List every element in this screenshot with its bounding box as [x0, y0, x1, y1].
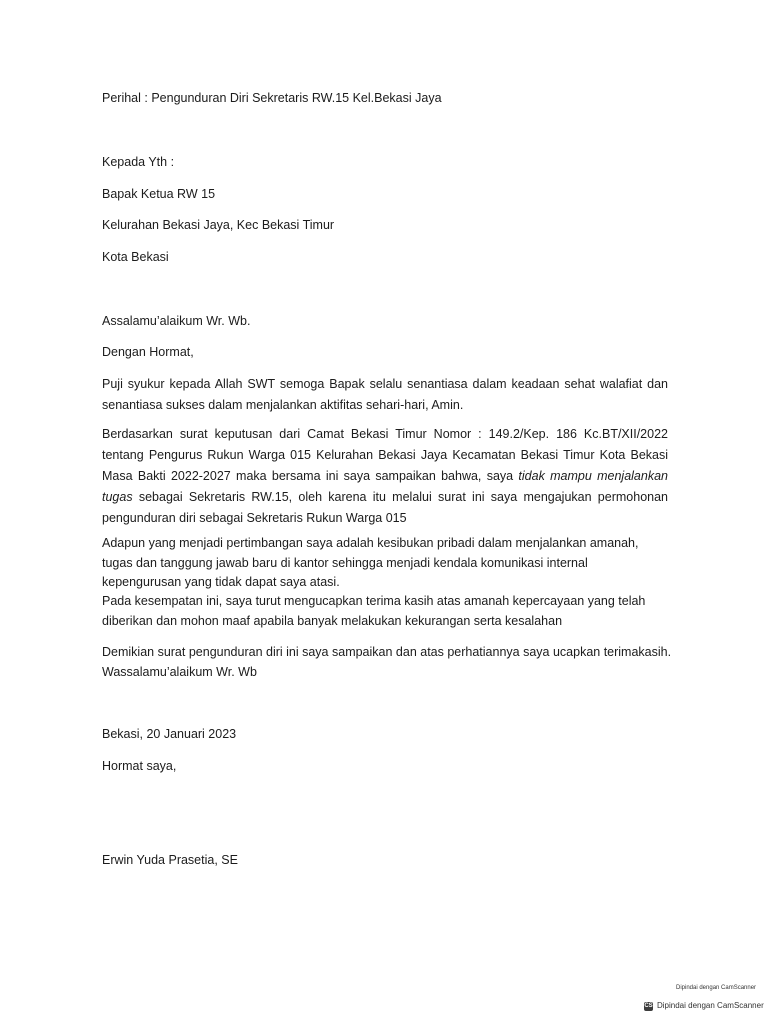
- camscanner-logo-icon: CS: [644, 1002, 653, 1009]
- recipient-line: Kepada Yth :: [102, 155, 175, 169]
- camscanner-watermark-small: Dipindai dengan CamScanner: [676, 985, 757, 991]
- camscanner-badge-label: Dipindai dengan CamScanner: [657, 1001, 764, 1010]
- paragraph-decree-emphasis: tidak mampu menjalankan tugas: [102, 469, 668, 504]
- camscanner-badge: [644, 1001, 764, 1011]
- signer-name: Erwin Yuda Prasetia, SE: [102, 853, 238, 867]
- regards: Hormat saya,: [102, 759, 177, 773]
- paragraph-reason: Adapun yang menjadi pertimbangan saya adalah kesibukan pribadi dalam menjalankan amanah, tugas dan tanggung jawab baru di kantor sehingga menjadi kendala komunikasi internal kepengurusan yang tidak dapat saya atasi.: [102, 536, 639, 589]
- place-date: Bekasi, 20 Januari 2023: [102, 727, 237, 741]
- recipient-line: Kota Bekasi: [102, 250, 169, 264]
- recipient-line: Kelurahan Bekasi Jaya, Kec Bekasi Timur: [102, 218, 335, 232]
- recipient-line: Bapak Ketua RW 15: [102, 187, 216, 201]
- paragraph-opening: Puji syukur kepada Allah SWT semoga Bapak selalu senantiasa dalam keadaan sehat walafiat dan senantiasa sukses dalam menjalankan aktifitas sehari-hari, Amin.: [102, 377, 668, 412]
- closing-statement: Demikian surat pengunduran diri ini saya sampaikan dan atas perhatiannya saya ucapkan terimakasih.: [102, 645, 672, 659]
- paragraph-decree-text-end: sebagai Sekretaris RW.15, oleh karena itu melalui surat ini saya mengajukan permohonan pengunduran diri sebagai Sekretaris Rukun Warga 015: [102, 490, 668, 525]
- greeting: Dengan Hormat,: [102, 345, 194, 359]
- paragraph-decree-text: Berdasarkan surat keputusan dari Camat Bekasi Timur Nomor : 149.2/Kep. 186 Kc.BT/XII/2022 tentang Pengurus Rukun Warga 015 Kelurahan Bekasi Jaya Kecamatan Bekasi Timur Kota Bekasi Masa Bakti 2022-2027 maka bersama ini saya sampaikan bahwa, saya: [102, 427, 668, 483]
- paragraph-decree: [102, 424, 668, 529]
- paragraph-thanks: Pada kesempatan ini, saya turut mengucapkan terima kasih atas amanah kepercayaan yang telah diberikan dan mohon maaf apabila banyak melakukan kekurangan serta kesalahan: [102, 594, 646, 628]
- closing-salam: Wassalamu’alaikum Wr. Wb: [102, 665, 257, 679]
- letter-subject: Perihal : Pengunduran Diri Sekretaris RW.15 Kel.Bekasi Jaya: [102, 91, 442, 105]
- salutation: Assalamu’alaikum Wr. Wb.: [102, 314, 251, 328]
